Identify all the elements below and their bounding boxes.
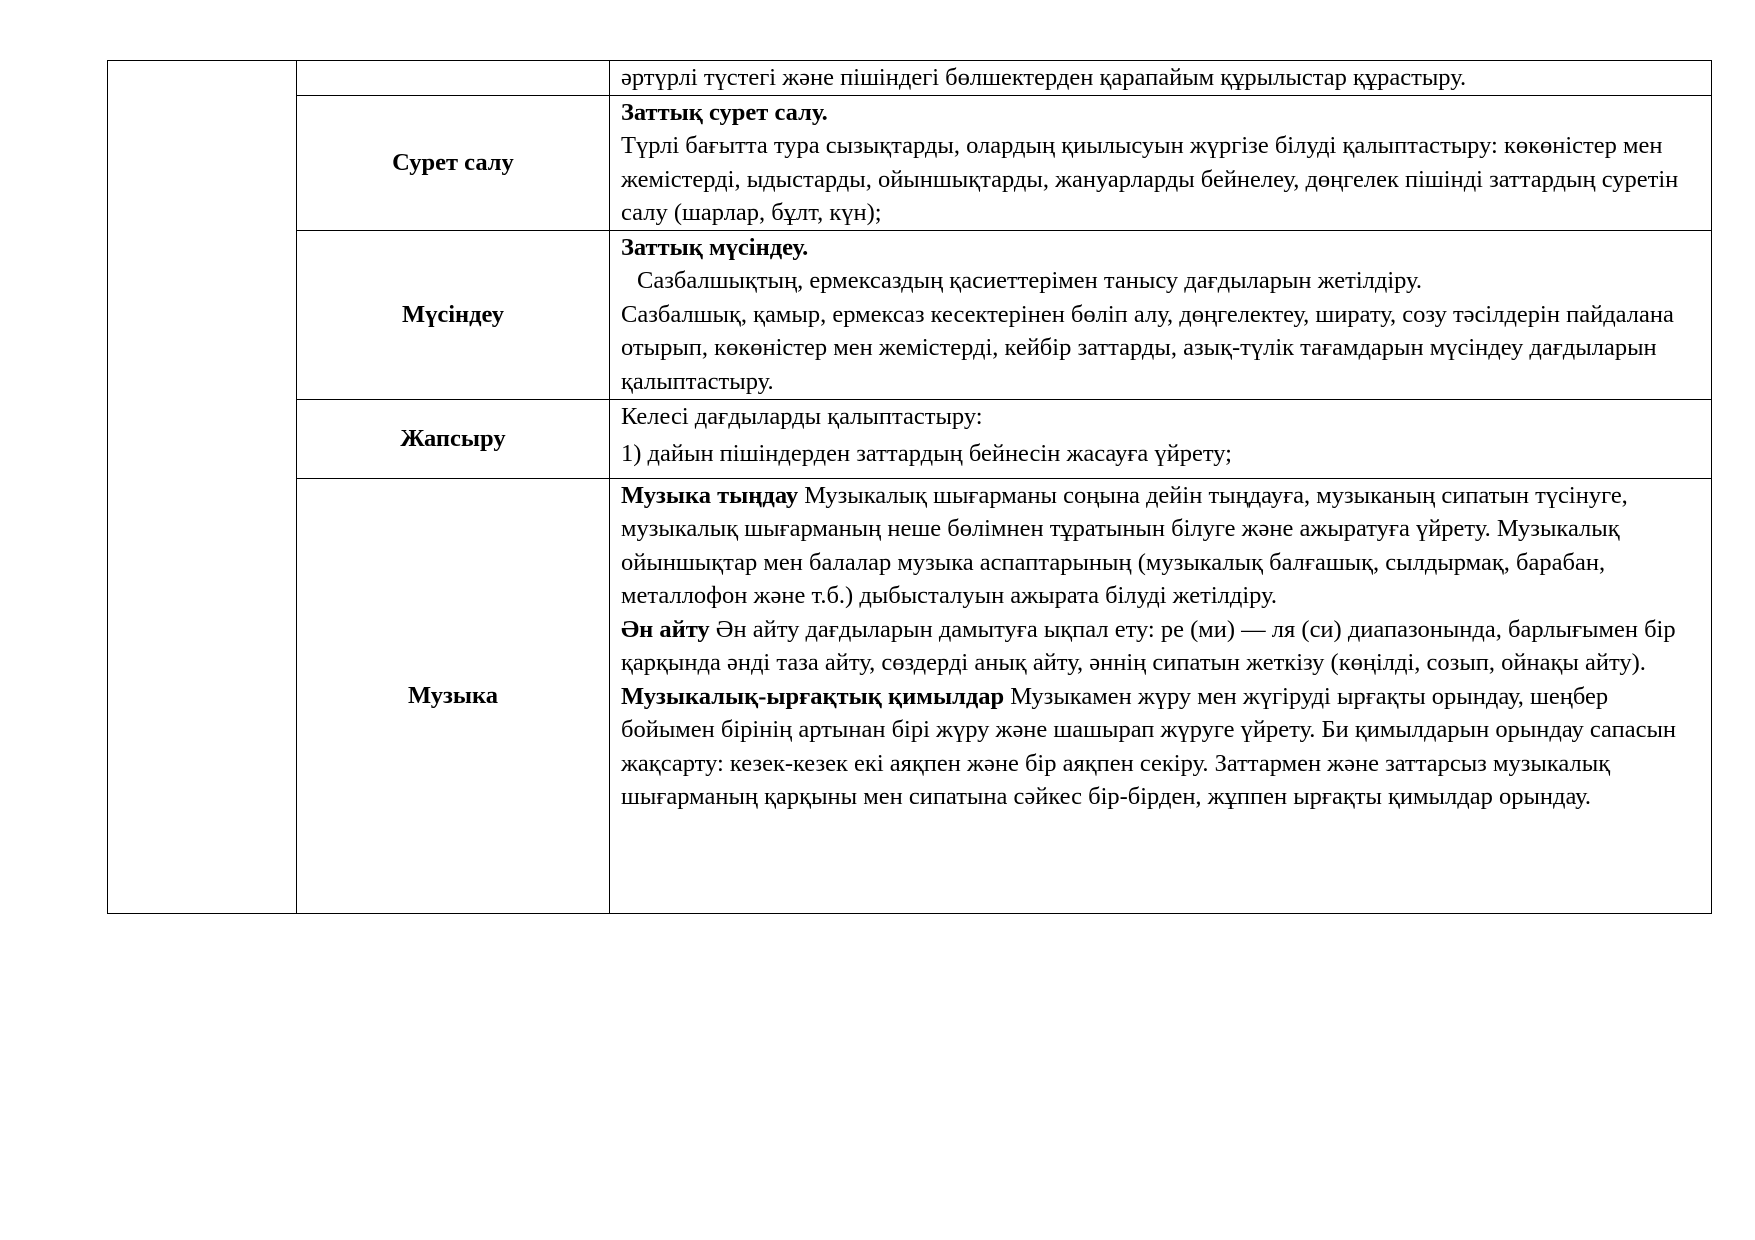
table-row	[108, 61, 1712, 96]
content-text: Ән айту дағдыларын дамытуға ықпал ету: ре (ми) — ля (си) диапазонында, барлығымен бір қарқында әнді таза айту, сөздерді анық айту, әннің сипатын жеткізу (көңілді, созып, ойнақы айту).	[621, 615, 1676, 676]
section-cell-music: Музыка	[297, 478, 610, 913]
content-text: Келесі дағдыларды қалыптастыру:	[621, 402, 983, 430]
content-cell-music	[610, 478, 1712, 913]
music-paragraph-listening	[621, 479, 1703, 613]
content-cell-construction	[610, 61, 1712, 96]
music-subheading: Музыкалық-ырғақтық қимылдар	[621, 682, 1005, 710]
content-cell-sculpting	[610, 230, 1712, 399]
empty-first-column-cell	[108, 61, 297, 914]
music-paragraph-singing	[621, 613, 1703, 680]
music-subheading: Музыка тыңдау	[621, 481, 799, 509]
section-cell-sculpting: Мүсіндеу	[297, 230, 610, 399]
table-row	[108, 399, 1712, 478]
table-row	[108, 95, 1712, 230]
section-cell-drawing: Сурет салу	[297, 95, 610, 230]
content-text: 1) дайын пішіндерден заттардың бейнесін жасауға үйрету;	[621, 440, 1232, 467]
content-text: Сазбалшықтың, ермексаздың қасиеттерімен танысу дағдыларын жетілдіру.	[637, 267, 1422, 294]
content-heading: Заттық сурет салу.	[621, 98, 828, 126]
table-row	[108, 230, 1712, 399]
content-text: Музыкалық шығарманы соңына дейін тыңдауға, музыканың сипатын түсінуге, музыкалық шығарманың неше бөлімнен тұратынын білуге және ажыратуға үйрету. Музыкалық ойыншықтар мен балалар музыка аспаптарының (музыкалық балғашық, сылдырмақ, барабан, металлофон және т.б.) дыбысталуын ажырата білуді жетілдіру.	[621, 481, 1628, 609]
table-row	[108, 478, 1712, 913]
section-cell-applique: Жапсыру	[297, 399, 610, 478]
content-text: Музыкамен жүру мен жүгіруді ырғақты орындау, шеңбер бойымен бірінің артынан бірі жүру және шашырап жүруге үйрету. Би қимылдарын орындау сапасын жақсарту: кезек-кезек екі аяқпен және бір аяқпен секіру. Заттармен және заттарсыз музыкалық шығарманың қарқыны мен сипатына сәйкес бір-бірден, жұппен ырғақты қимылдар орындау.	[621, 682, 1677, 810]
content-text: әртүрлі түстегі және пішіндегі бөлшектерден қарапайым құрылыстар құрастыру.	[621, 64, 1467, 91]
content-cell-applique	[610, 399, 1712, 478]
content-cell-drawing	[610, 95, 1712, 230]
music-subheading: Ән айту	[621, 615, 710, 643]
content-text: Түрлі бағытта тура сызықтарды, олардың қиылысуын жүргізе білуді қалыптастыру: көкөністер мен жемістерді, ыдыстарды, ойыншықтарды, жануарларды бейнелеу, дөңгелек пішінді заттардың суретін салу (шарлар, бұлт, күн);	[621, 132, 1679, 226]
content-heading: Заттық мүсіндеу.	[621, 233, 809, 261]
music-paragraph-rhythmic-movements	[621, 680, 1703, 814]
curriculum-table	[107, 60, 1712, 914]
section-cell-empty	[297, 61, 610, 96]
content-text: Сазбалшық, қамыр, ермексаз кесектерінен бөліп алу, дөңгелектеу, ширату, созу тәсілдерін пайдалана отырып, көкөністер мен жемістерді, кейбір заттарды, азық-түлік тағамдарын мүсіндеу дағдыларын қалыптастыру.	[621, 300, 1674, 395]
